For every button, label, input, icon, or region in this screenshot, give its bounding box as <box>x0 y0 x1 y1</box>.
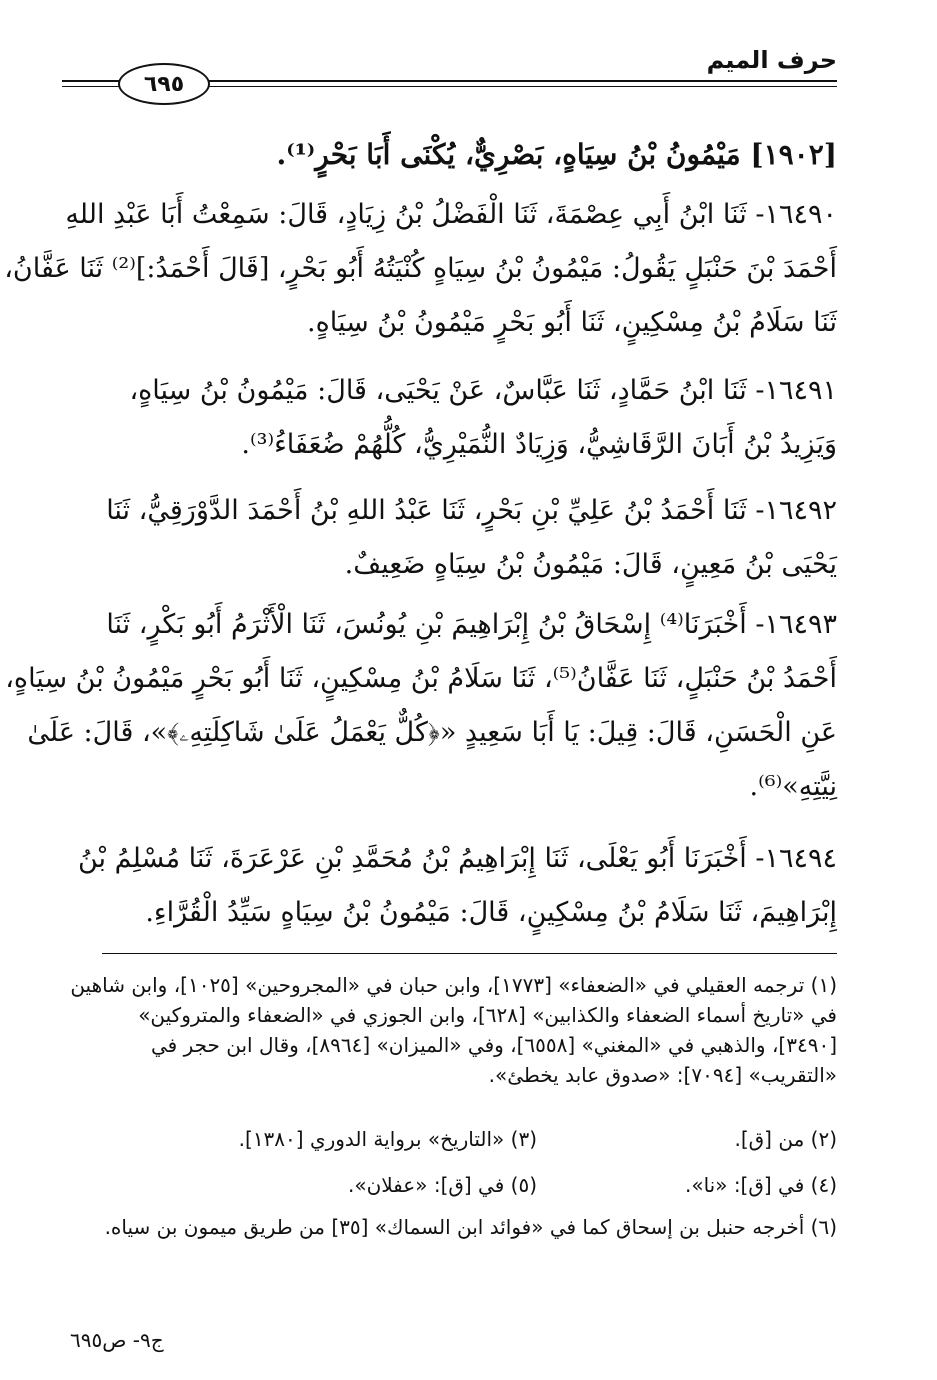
footnote-separator <box>102 953 837 954</box>
page-number-oval <box>118 63 210 105</box>
text-line: نِيَّتِهِ»⁽⁶⁾. <box>749 771 837 802</box>
text-line: ١٦٤٩٤- أَخْبَرَنَا أَبُو يَعْلَى، ثَنَا إِبْرَاهِيمُ بْنُ مُحَمَّدِ بْنِ عَرْعَرَةَ، ثَنَا مُسْلِمُ بْنُ <box>77 843 837 874</box>
page-number: ٦٩٥ <box>143 71 185 97</box>
footnotes-4-5 <box>70 1170 837 1200</box>
footnote-line: في «تاريخ أسماء الضعفاء والكذابين» [٦٢٨]، وابن الجوزي في «الضعفاء والمتروكين» <box>138 1003 837 1027</box>
text-line: عَنِ الْحَسَنِ، قَالَ: قِيلَ: يَا أَبَا سَعِيدٍ «﴿كُلٌّ يَعْمَلُ عَلَىٰ شَاكِلَتِهِۦ﴾»، قَالَ: عَلَىٰ <box>27 717 837 748</box>
footnote-line: «التقريب» [٧٠٩٤]: «صدوق عابد يخطئ». <box>488 1063 837 1087</box>
footnote-6 <box>70 1212 837 1242</box>
hadith-16494 <box>62 832 837 940</box>
footnote-line: [٣٤٩٠]، والذهبي في «المغني» [٦٥٥٨]، وفي «الميزان» [٨٩٦٤]، وقال ابن حجر في <box>151 1033 837 1057</box>
hadith-16491 <box>62 364 837 472</box>
text-line: وَيَزِيدُ بْنُ أَبَانَ الرَّقَاشِيُّ، وَزِيَادٌ النُّمَيْرِيُّ، كُلُّهُمْ ضُعَفَاءُ⁽³⁾. <box>241 429 837 460</box>
footnote-5: (٥) في [ق]: «عفلان». <box>347 1173 537 1197</box>
text-line: ١٦٤٩٠- ثَنَا ابْنُ أَبِي عِصْمَةَ، ثَنَا الْفَضْلُ بْنُ زِيَادٍ، قَالَ: سَمِعْتُ أَبَا عَبْدِ اللهِ <box>65 199 837 230</box>
text-line: ثَنَا سَلَامُ بْنُ مِسْكِينٍ، ثَنَا أَبُو بَحْرٍ مَيْمُونُ بْنُ سِيَاهٍ. <box>306 307 837 338</box>
footnote-2: (٢) من [ق]. <box>734 1127 837 1151</box>
footnote-line: (٦) أخرجه حنبل بن إسحاق كما في «فوائد ابن السماك» [٣٥] من طريق ميمون بن سياه. <box>104 1215 837 1239</box>
footnote-line: (١) ترجمه العقيلي في «الضعفاء» [١٧٧٣]، وابن حبان في «المجروحين» [١٠٢٥]، وابن شاهين <box>70 973 837 997</box>
hadith-16493 <box>5 598 837 814</box>
entry-heading-text: [١٩٠٢] مَيْمُونُ بْنُ سِيَاهٍ، بَصْرِيٌّ، يُكْنَى أَبَا بَحْرٍ⁽¹⁾. <box>276 138 837 171</box>
footnote-4: (٤) في [ق]: «نا». <box>684 1173 837 1197</box>
text-line: أَحْمَدَ بْنَ حَنْبَلٍ يَقُولُ: مَيْمُونُ بْنُ سِيَاهٍ كُنْيَتُهُ أَبُو بَحْرٍ، [قَالَ أَحْمَدُ:]⁽²⁾ ثَنَا عَفَّانُ، <box>4 253 837 284</box>
volume-page-marker: ج٩- ص٦٩٥ <box>70 1328 164 1352</box>
text-line: أَحْمَدُ بْنُ حَنْبَلٍ، ثَنَا عَفَّانُ⁽⁵⁾، ثَنَا سَلَامُ بْنُ مِسْكِينٍ، ثَنَا أَبُو بَحْرٍ مَيْمُونُ بْنُ سِيَاهٍ، <box>5 663 837 694</box>
footnote-1 <box>70 970 837 1090</box>
text-line: يَحْيَى بْنُ مَعِينٍ، قَالَ: مَيْمُونُ بْنُ سِيَاهٍ ضَعِيفٌ. <box>344 549 837 580</box>
entry-heading <box>62 128 837 182</box>
footnote-3: (٣) «التاريخ» برواية الدوري [١٣٨٠]. <box>238 1127 537 1151</box>
text-line: ١٦٤٩٣- أَخْبَرَنَا⁽⁴⁾ إِسْحَاقُ بْنُ إِبْرَاهِيمَ بْنِ يُونُسَ، ثَنَا الْأَثْرَمُ أَبُو بَكْرٍ، ثَنَا <box>106 609 837 640</box>
text-line: إِبْرَاهِيمَ، ثَنَا سَلَامُ بْنُ مِسْكِينٍ، قَالَ: مَيْمُونُ بْنُ سِيَاهٍ سَيِّدُ الْقُرَّاءِ. <box>145 897 837 928</box>
section-title: حرف الميم <box>706 46 837 74</box>
text-line: ١٦٤٩٢- ثَنَا أَحْمَدُ بْنُ عَلِيِّ بْنِ بَحْرٍ، ثَنَا عَبْدُ اللهِ بْنُ أَحْمَدَ الدَّوْرَقِيُّ، ثَنَا <box>106 495 837 526</box>
hadith-16492 <box>62 484 837 592</box>
text-line: ١٦٤٩١- ثَنَا ابْنُ حَمَّادٍ، ثَنَا عَبَّاسٌ، عَنْ يَحْيَى، قَالَ: مَيْمُونُ بْنُ سِيَاهٍ، <box>129 375 837 406</box>
footnotes-2-3 <box>70 1124 837 1154</box>
hadith-16490 <box>4 188 837 350</box>
